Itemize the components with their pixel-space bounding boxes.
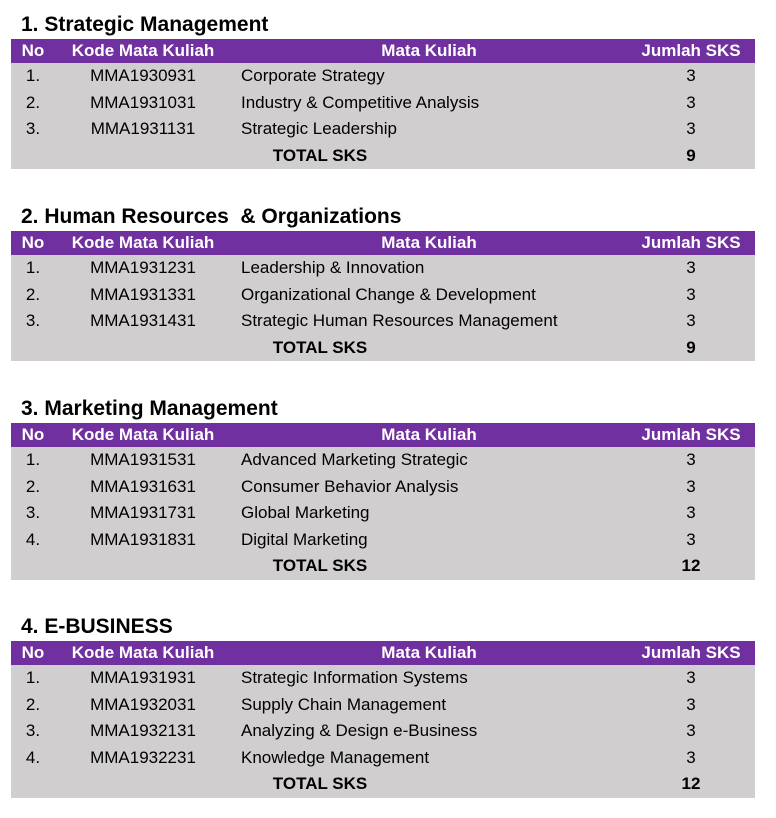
table-row (11, 63, 755, 90)
course-table (11, 39, 755, 169)
header-kode: Kode Mata Kuliah (71, 41, 215, 60)
total-label: TOTAL SKS (272, 556, 368, 575)
header-no: No (21, 41, 45, 60)
cell-sks: 3 (686, 92, 696, 112)
cell-no: 4. (25, 747, 41, 767)
cell-sks: 3 (686, 476, 696, 496)
header-mata-kuliah: Mata Kuliah (381, 425, 477, 444)
cell-sks: 3 (686, 529, 696, 549)
header-kode: Kode Mata Kuliah (71, 643, 215, 662)
cell-no: 2. (25, 476, 41, 496)
table-row (11, 718, 755, 745)
cell-mata-kuliah: Digital Marketing (241, 529, 368, 549)
cell-sks: 3 (686, 721, 696, 740)
table-header (11, 641, 755, 665)
cell-no: 1. (25, 450, 41, 469)
cell-kode: MMA1932231 (90, 747, 196, 767)
total-row (11, 335, 755, 362)
total-value: 12 (681, 774, 701, 793)
header-no: No (21, 233, 45, 252)
header-kode: Kode Mata Kuliah (71, 233, 215, 252)
section-title: 4. E-BUSINESS (21, 615, 173, 638)
cell-kode: MMA1931331 (90, 284, 196, 304)
total-row (11, 553, 755, 580)
table-row (11, 116, 755, 143)
table-header (11, 39, 755, 63)
cell-mata-kuliah: Strategic Leadership (241, 119, 397, 138)
cell-mata-kuliah: Global Marketing (241, 503, 370, 522)
course-table (11, 231, 755, 361)
cell-kode: MMA1930931 (90, 66, 196, 85)
cell-mata-kuliah: Consumer Behavior Analysis (241, 476, 459, 496)
cell-kode: MMA1931031 (90, 92, 196, 112)
cell-kode: MMA1932131 (90, 721, 196, 740)
cell-mata-kuliah: Supply Chain Management (241, 694, 447, 714)
cell-kode: MMA1931731 (90, 503, 196, 522)
table-row (11, 692, 755, 719)
table-body (11, 255, 755, 361)
cell-mata-kuliah: Advanced Marketing Strategic (241, 450, 468, 469)
cell-kode: MMA1931531 (90, 450, 196, 469)
cell-kode: MMA1931131 (90, 119, 196, 138)
table-row (11, 308, 755, 335)
table-header (11, 231, 755, 255)
header-mata-kuliah: Mata Kuliah (381, 41, 477, 60)
section-title: 3. Marketing Management (21, 397, 278, 420)
cell-no: 1. (25, 66, 41, 85)
cell-kode: MMA1931431 (90, 311, 196, 330)
cell-no: 2. (25, 92, 41, 112)
header-no: No (21, 425, 45, 444)
cell-sks: 3 (686, 668, 696, 687)
table-row (11, 527, 755, 554)
cell-no: 3. (25, 119, 41, 138)
cell-mata-kuliah: Industry & Competitive Analysis (241, 92, 480, 112)
cell-sks: 3 (686, 119, 696, 138)
section-title: 1. Strategic Management (21, 13, 269, 36)
cell-sks: 3 (686, 258, 696, 277)
cell-sks: 3 (686, 694, 696, 714)
cell-kode: MMA1931631 (90, 476, 196, 496)
header-kode: Kode Mata Kuliah (71, 425, 215, 444)
total-label: TOTAL SKS (272, 774, 368, 793)
cell-no: 3. (25, 311, 41, 330)
cell-no: 3. (25, 503, 41, 522)
header-sks: Jumlah SKS (641, 643, 741, 662)
table-header (11, 423, 755, 447)
table-row (11, 745, 755, 772)
cell-no: 1. (25, 258, 41, 277)
table-row (11, 90, 755, 117)
course-table (11, 423, 755, 580)
table-body (11, 665, 755, 798)
cell-mata-kuliah: Knowledge Management (241, 747, 430, 767)
cell-kode: MMA1931231 (90, 258, 196, 277)
total-label: TOTAL SKS (272, 337, 368, 357)
header-sks: Jumlah SKS (641, 233, 741, 252)
cell-sks: 3 (686, 311, 696, 330)
cell-kode: MMA1931831 (90, 529, 196, 549)
header-no: No (21, 643, 45, 662)
table-row (11, 447, 755, 474)
cell-mata-kuliah: Strategic Information Systems (241, 668, 468, 687)
cell-kode: MMA1931931 (90, 668, 196, 687)
cell-no: 1. (25, 668, 41, 687)
total-label: TOTAL SKS (272, 145, 368, 165)
header-sks: Jumlah SKS (641, 41, 741, 60)
cell-sks: 3 (686, 747, 696, 767)
total-value: 9 (686, 145, 696, 165)
table-row (11, 282, 755, 309)
cell-no: 2. (25, 284, 41, 304)
header-mata-kuliah: Mata Kuliah (381, 643, 477, 662)
table-row (11, 665, 755, 692)
cell-sks: 3 (686, 66, 696, 85)
cell-sks: 3 (686, 503, 696, 522)
table-body (11, 447, 755, 580)
total-row (11, 143, 755, 170)
cell-no: 3. (25, 721, 41, 740)
cell-no: 2. (25, 694, 41, 714)
cell-sks: 3 (686, 284, 696, 304)
course-table (11, 641, 755, 798)
cell-kode: MMA1932031 (90, 694, 196, 714)
section-title: 2. Human Resources & Organizations (21, 205, 402, 228)
total-value: 9 (686, 337, 696, 357)
total-row (11, 771, 755, 798)
cell-mata-kuliah: Analyzing & Design e-Business (241, 721, 478, 740)
header-sks: Jumlah SKS (641, 425, 741, 444)
table-body (11, 63, 755, 169)
cell-sks: 3 (686, 450, 696, 469)
cell-mata-kuliah: Strategic Human Resources Management (241, 311, 558, 330)
total-value: 12 (681, 556, 701, 575)
table-row (11, 474, 755, 501)
cell-mata-kuliah: Organizational Change & Development (241, 284, 536, 304)
header-mata-kuliah: Mata Kuliah (381, 233, 477, 252)
cell-no: 4. (25, 529, 41, 549)
table-row (11, 255, 755, 282)
cell-mata-kuliah: Leadership & Innovation (241, 258, 425, 277)
table-row (11, 500, 755, 527)
cell-mata-kuliah: Corporate Strategy (241, 66, 385, 85)
